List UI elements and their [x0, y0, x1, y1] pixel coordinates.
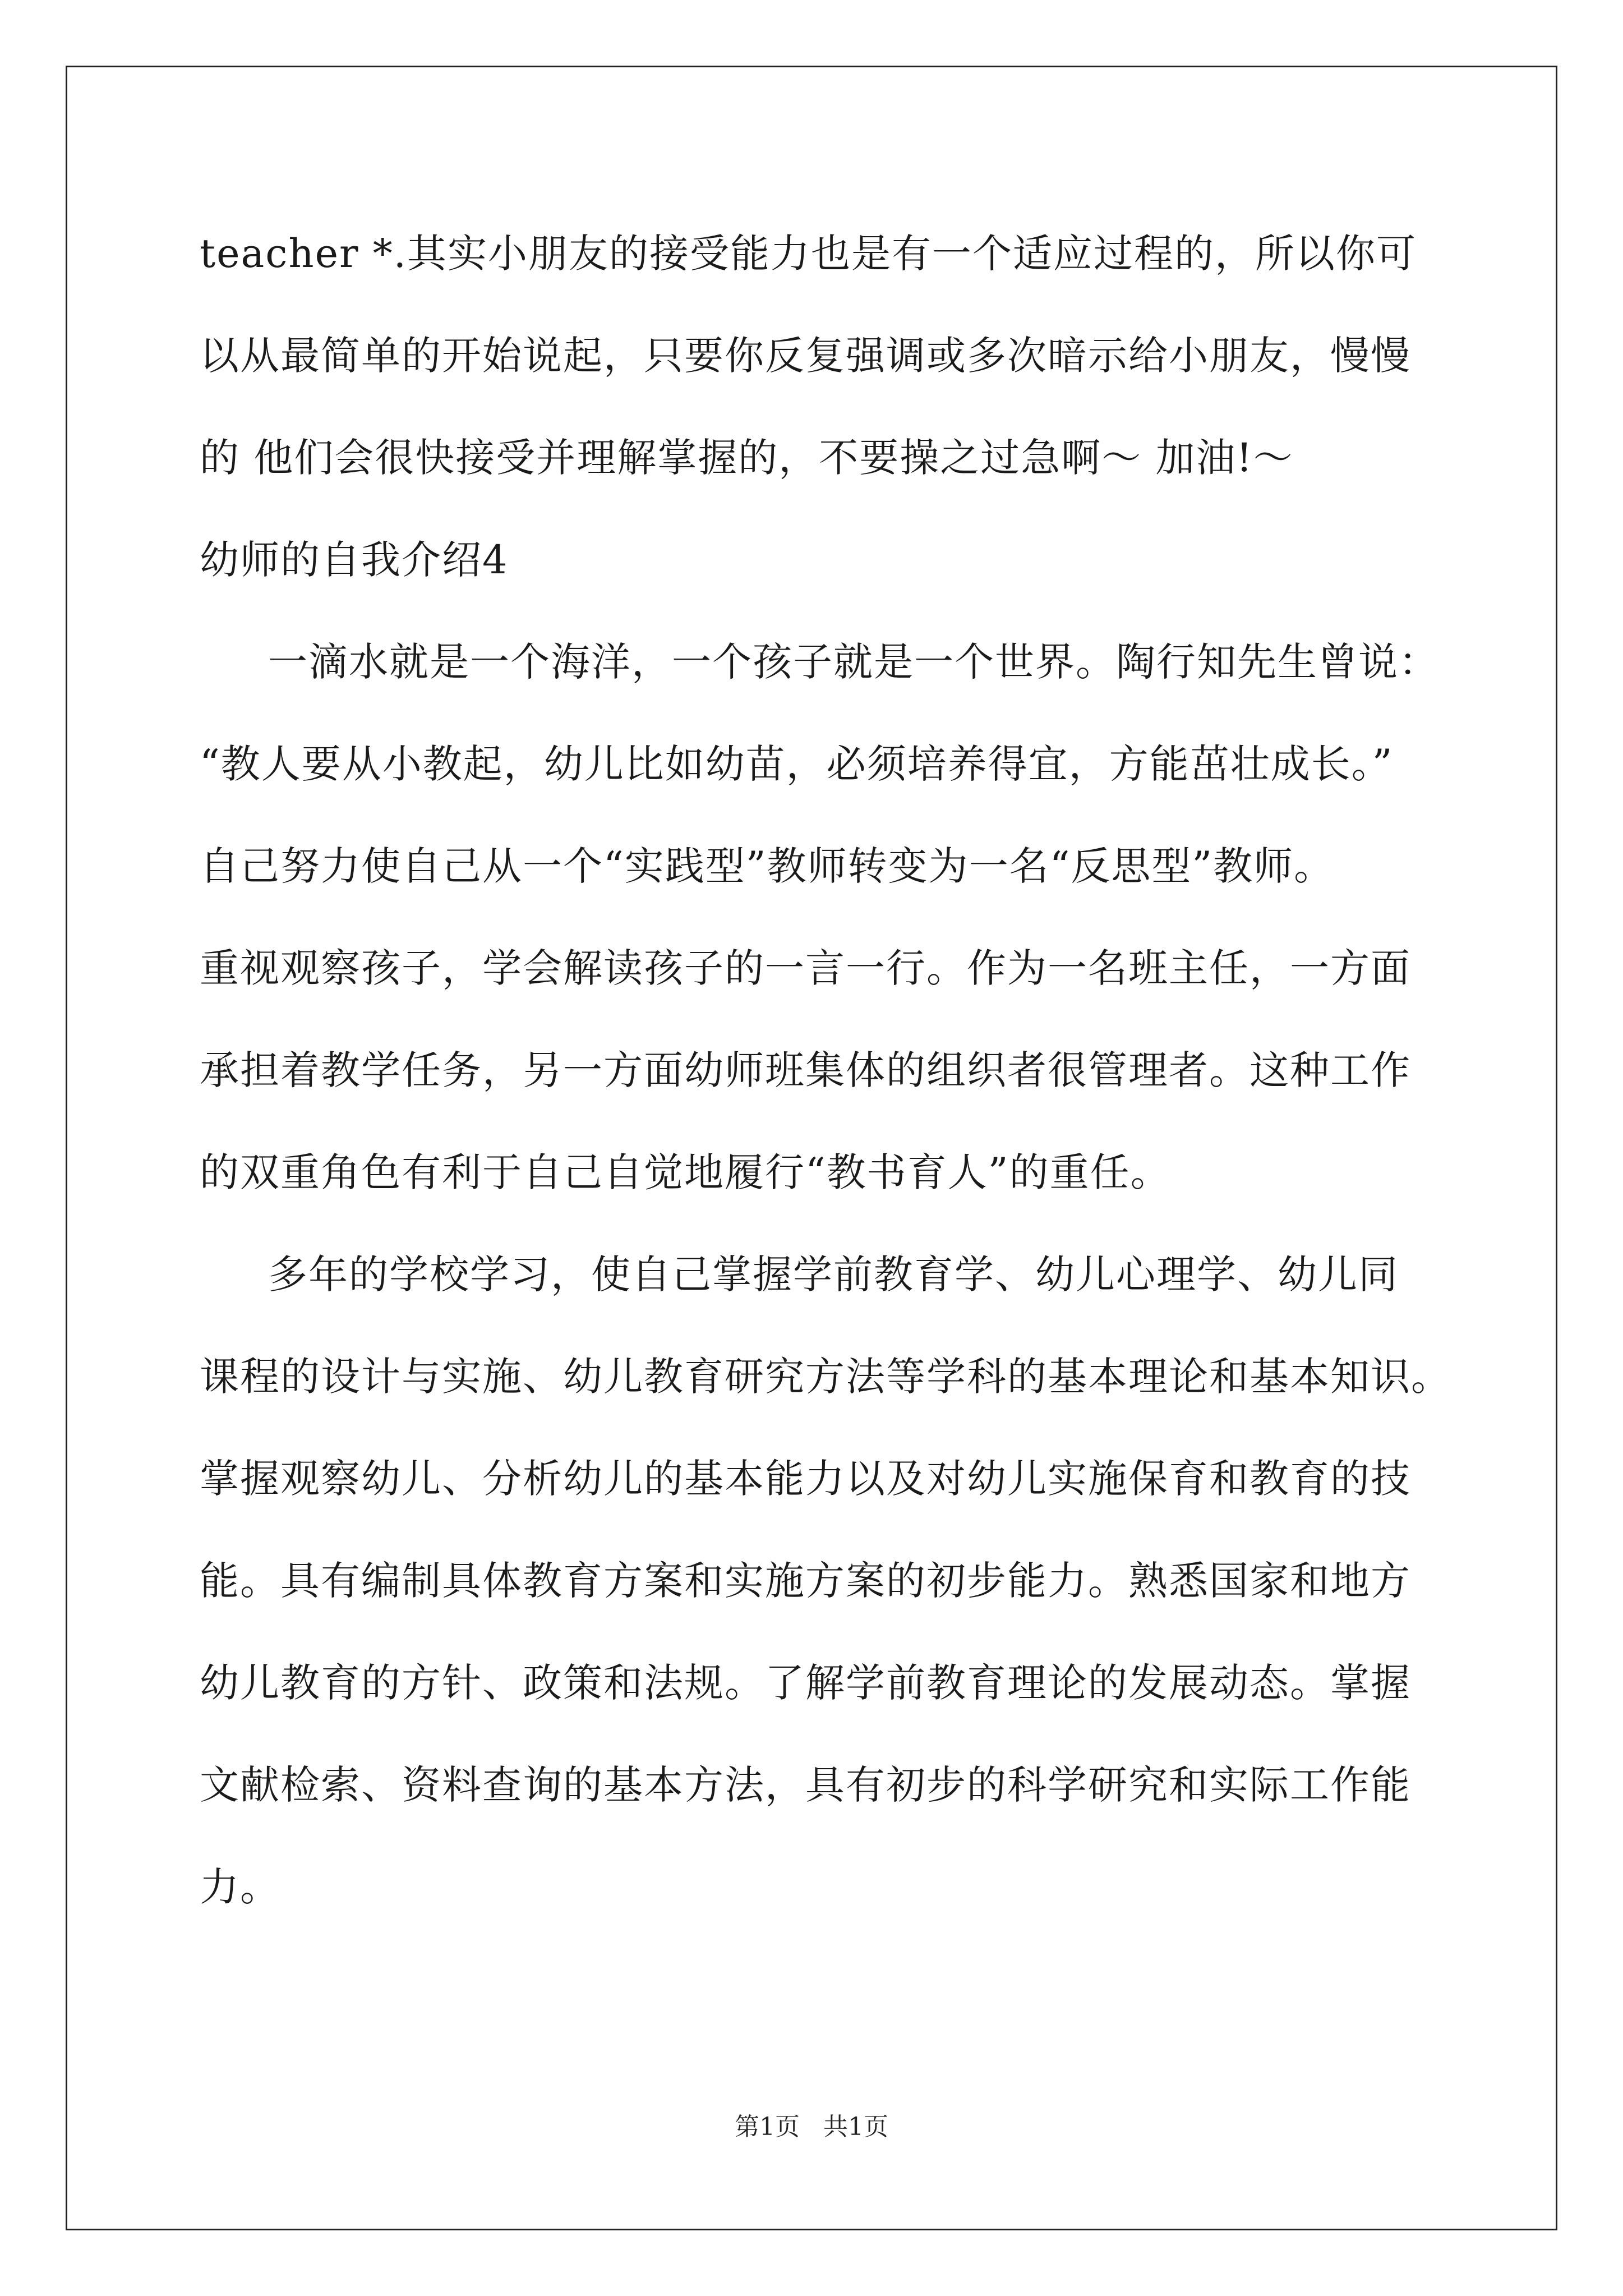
- text-line: 课程的设计与实施、幼儿教育研究方法等学科的基本理论和基本知识。: [200, 1354, 1451, 1400]
- text-line: 重视观察孩子，学会解读孩子的一言一行。作为一名班主任，一方面: [200, 945, 1411, 991]
- text-line: 掌握观察幼儿、分析幼儿的基本能力以及对幼儿实施保育和教育的技: [200, 1456, 1411, 1502]
- text-line: 的双重角色有利于自己自觉地履行“教书育人”的重任。: [200, 1149, 1171, 1195]
- text-line: 以从最简单的开始说起，只要你反复强调或多次暗示给小朋友，慢慢: [200, 333, 1411, 379]
- paragraph-start: 多年的学校学习，使自己掌握学前教育学、幼儿心理学、幼儿同: [268, 1251, 1399, 1297]
- text-line: 文献检索、资料查询的基本方法，具有初步的科学研究和实际工作能: [200, 1762, 1411, 1808]
- paragraph-start: 一滴水就是一个海洋，一个孩子就是一个世界。陶行知先生曾说：: [268, 639, 1439, 685]
- page-frame: [66, 66, 1557, 2230]
- text-line: 幼儿教育的方针、政策和法规。了解学前教育理论的发展动态。掌握: [200, 1660, 1411, 1706]
- section-heading: 幼师的自我介绍4: [200, 537, 509, 583]
- page-footer: 第1页 共1页: [735, 2113, 888, 2141]
- text-line: 自己努力使自己从一个“实践型”教师转变为一名“反思型”教师。: [200, 843, 1335, 889]
- text-line: 能。具有编制具体教育方案和实施方案的初步能力。熟悉国家和地方: [200, 1558, 1411, 1604]
- text-line: teacher *.其实小朋友的接受能力也是有一个适应过程的，所以你可: [200, 231, 1417, 277]
- text-line: 承担着教学任务，另一方面幼师班集体的组织者很管理者。这种工作: [200, 1047, 1411, 1093]
- text-line: “教人要从小教起，幼儿比如幼苗，必须培养得宜，方能茁壮成长。”: [200, 741, 1394, 787]
- text-line: 力。: [200, 1864, 280, 1910]
- text-line: 的 他们会很快接受并理解掌握的，不要操之过急啊～ 加油!～: [200, 435, 1294, 481]
